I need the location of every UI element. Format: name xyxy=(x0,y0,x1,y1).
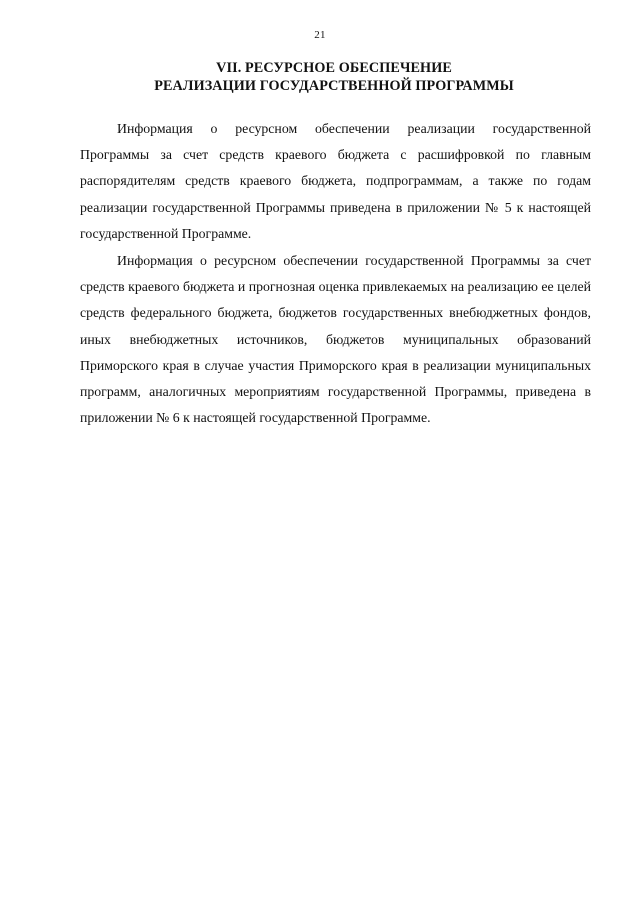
section-heading-line-1: VII. РЕСУРСНОЕ ОБЕСПЕЧЕНИЕ xyxy=(216,60,452,76)
page-number: 21 xyxy=(314,29,326,41)
paragraph-resource-provision-regional-budget: Информация о ресурсном обеспечении реализации государственной Программы за счет средств краевого бюджета с расшифровкой по главным распорядителям средств краевого бюджета, подпрограммам, а также по годам реализации государственной Программы приведена в приложении № 5 к настоящей государственной Программе. xyxy=(80,121,591,241)
section-heading-line-2: РЕАЛИЗАЦИИ ГОСУДАРСТВЕННОЙ ПРОГРАММЫ xyxy=(154,78,514,94)
section-heading xyxy=(60,59,608,95)
paragraph-resource-provision-forecast: Информация о ресурсном обеспечении государственной Программы за счет средств краевого бюджета и прогнозная оценка привлекаемых на реализацию ее целей средств федерального бюджета, бюджетов государственных внебюджетных фондов, иных внебюджетных источников, бюджетов муниципальных образований Приморского края в случае участия Приморского края в реализации муниципальных программ, аналогичных мероприятиям государственной Программы, приведена в приложении № 6 к настоящей государственной Программе. xyxy=(80,253,591,426)
